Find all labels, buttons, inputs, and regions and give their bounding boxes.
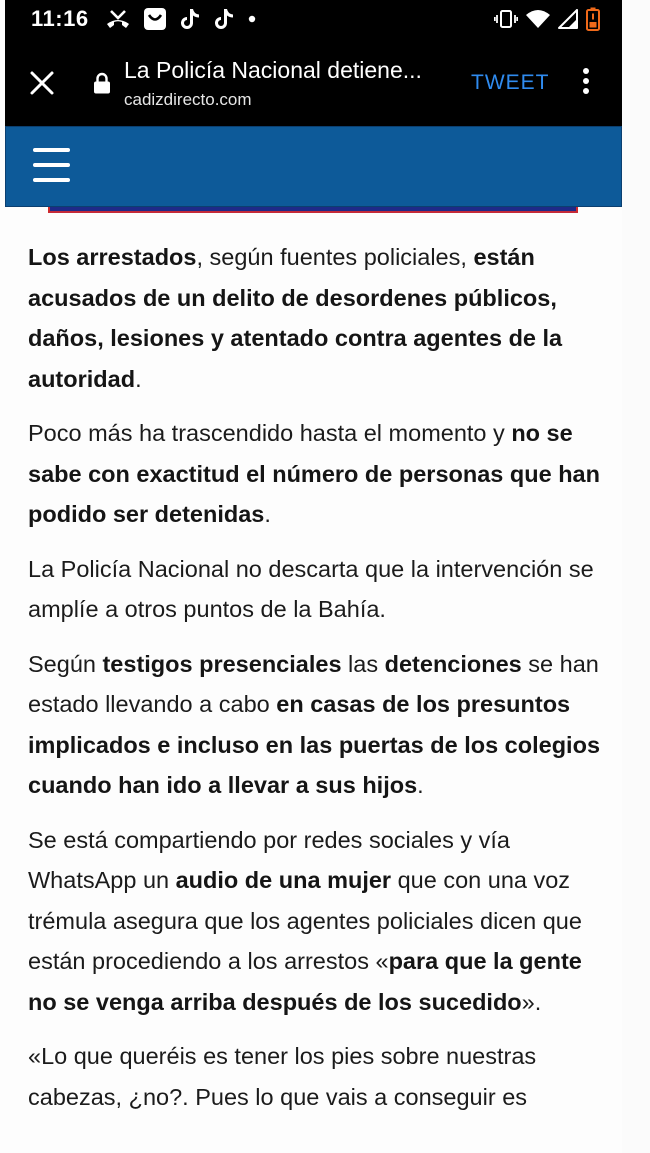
text: las	[341, 650, 385, 677]
text: que con una voz trémula asegura que los agentes policiales dicen que están procediendo a los arrestos «	[28, 867, 582, 974]
tiktok-icon	[213, 7, 235, 31]
article-paragraph	[28, 237, 603, 399]
bold-text: detenciones	[384, 650, 522, 677]
bold-text: para que la gente no se venga arriba después de los sucedido	[28, 948, 582, 1015]
article-paragraph	[28, 549, 603, 630]
article-paragraph	[28, 1036, 603, 1117]
status-time: 11:16	[31, 6, 89, 31]
bold-text: no se sabe con exactitud el número de personas que han podido ser detenidas	[28, 420, 600, 527]
article-body	[28, 237, 603, 1131]
page-url: cadizdirecto.com	[124, 90, 252, 109]
missed-call-icon	[105, 8, 131, 30]
text: ».	[521, 988, 542, 1015]
text: , según fuentes policiales,	[196, 244, 474, 270]
more-options-icon[interactable]	[581, 68, 591, 98]
text: .	[135, 365, 142, 392]
dot-icon	[247, 14, 257, 24]
page-title: La Policía Nacional detiene...	[124, 57, 422, 83]
bold-text: testigos presenciales	[102, 650, 342, 677]
browser-toolbar	[5, 38, 622, 126]
status-bar	[5, 0, 622, 38]
text: Se está compartiendo por redes sociales y vía WhatsApp un	[28, 826, 511, 893]
article-paragraph	[28, 644, 603, 806]
article-paragraph	[28, 820, 603, 1023]
text: .	[264, 501, 271, 527]
app-icon	[143, 7, 167, 31]
system-icons	[494, 7, 600, 31]
notification-icons	[105, 7, 257, 31]
bold-text: en casas de los presuntos implicados e incluso en las puertas de los colegios cuando han ido a llevar a sus hijos	[28, 691, 601, 798]
hamburger-menu-icon[interactable]	[33, 148, 70, 182]
tweet-button[interactable]: TWEET	[471, 71, 550, 94]
signal-icon	[558, 9, 578, 29]
close-icon[interactable]	[29, 70, 55, 96]
lock-icon	[93, 72, 111, 94]
text: se han estado llevando a cabo	[28, 650, 599, 717]
site-header	[5, 126, 622, 207]
bold-text: audio de una mujer	[175, 867, 392, 893]
battery-icon	[586, 7, 600, 31]
bold-text: Los arrestados	[28, 244, 197, 270]
bold-text: están acusados de un delito de desordenes públicos, daños, lesiones y atentado contra agentes de la autoridad	[28, 244, 563, 392]
text: .	[417, 772, 424, 798]
article-image-edge	[48, 207, 578, 213]
wifi-icon	[526, 9, 550, 29]
vibrate-icon	[494, 9, 518, 29]
page-edge	[622, 0, 650, 1153]
article-paragraph	[28, 413, 603, 535]
text: La Policía Nacional no descarta que la intervención se amplíe a otros puntos de la Bahía.	[28, 555, 594, 622]
text: Según	[28, 650, 103, 677]
tiktok-icon	[179, 7, 201, 31]
text: Poco más ha trascendido hasta el momento y	[28, 420, 512, 446]
text: «Lo que queréis es tener los pies sobre nuestras cabezas, ¿no?. Pues lo que vais a conseguir es	[28, 1043, 537, 1110]
